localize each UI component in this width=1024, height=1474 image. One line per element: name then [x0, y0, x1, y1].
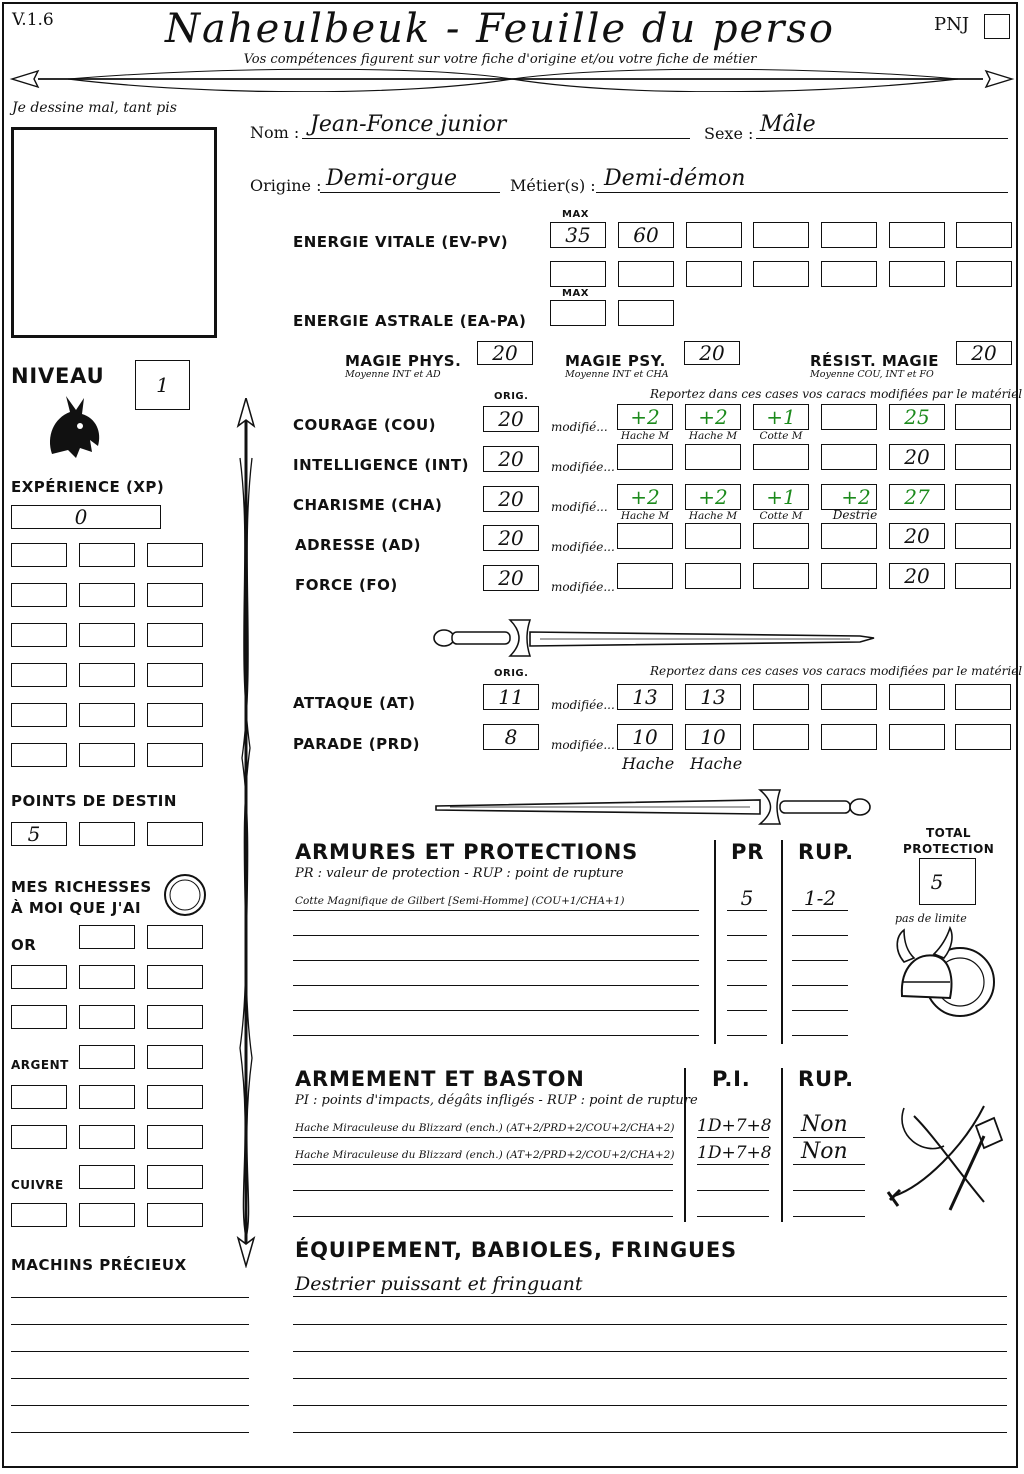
metier-label: Métier(s) : — [510, 176, 596, 195]
combat-mod-box[interactable] — [753, 684, 809, 710]
ev-box[interactable] — [889, 222, 945, 248]
charisme-mod-3: +1 — [766, 485, 796, 509]
courage-modifie: modifié... — [551, 420, 608, 434]
wealth-box[interactable] — [147, 1125, 203, 1149]
armor-divider-1 — [714, 840, 716, 1044]
resist-magie-label: RÉSIST. MAGIE — [810, 352, 940, 370]
armor-name-line[interactable] — [293, 985, 699, 986]
attaque-label: ATTAQUE (AT) — [293, 694, 416, 712]
armor-name-line[interactable] — [293, 960, 699, 961]
equipment-line[interactable] — [293, 1432, 1007, 1433]
ev-box[interactable] — [550, 261, 606, 287]
weapon-row-2-name: Hache Miraculeuse du Blizzard (ench.) (AT+2/PRD+2/COU+2/CHA+2) — [295, 1149, 675, 1161]
equipment-line[interactable] — [293, 1405, 1007, 1406]
armor-pr-line[interactable] — [727, 1010, 767, 1011]
richesses-label-2: À MOI QUE J'AI — [11, 899, 142, 917]
xp-box[interactable] — [79, 743, 135, 767]
attaque-value-2: 13 — [700, 685, 726, 709]
armor-rup-header: RUP. — [798, 840, 854, 864]
courage-mod-note-2: Hache M — [688, 430, 738, 442]
ev-box[interactable] — [618, 261, 674, 287]
sexe-label: Sexe : — [704, 124, 754, 143]
richesses-label-1: MES RICHESSES — [11, 878, 152, 896]
equipment-title: ÉQUIPEMENT, BABIOLES, FRINGUES — [295, 1238, 737, 1262]
carac-mod-box[interactable] — [821, 404, 877, 430]
parade-orig-value: 8 — [504, 725, 518, 749]
intelligence-final: 20 — [904, 445, 930, 469]
courage-mod-1: +2 — [630, 405, 660, 429]
armor-pr-header: PR — [731, 840, 765, 864]
courage-label: COURAGE (COU) — [293, 416, 437, 434]
wealth-box[interactable] — [11, 1005, 67, 1029]
magie-psy-sub: Moyenne INT et CHA — [565, 369, 669, 380]
intelligence-label: INTELLIGENCE (INT) — [293, 456, 469, 474]
helmet-shield-icon — [888, 926, 1000, 1038]
charisme-mod-note-2: Hache M — [688, 510, 738, 522]
wealth-box[interactable] — [11, 965, 67, 989]
equipment-line-1: Destrier puissant et fringuant — [295, 1273, 583, 1295]
weapons-divider-1 — [684, 1068, 686, 1222]
xp-box[interactable] — [147, 583, 203, 607]
spear-vertical — [226, 398, 266, 1268]
charisme-mod-note-3: Cotte M — [759, 510, 803, 522]
page-subtitle: Vos compétences figurent sur votre fiche d'origine et/ou votre fiche de métier — [243, 52, 757, 67]
attaque-modifiee: modifiée... — [551, 698, 615, 712]
intelligence-modifie: modifiée... — [551, 460, 615, 474]
precious-line[interactable] — [11, 1297, 249, 1298]
armor-title: ARMURES ET PROTECTIONS — [295, 840, 639, 864]
armor-pr-line[interactable] — [727, 960, 767, 961]
machins-precieux-label: MACHINS PRÉCIEUX — [11, 1256, 187, 1274]
adresse-label: ADRESSE (AD) — [295, 536, 422, 554]
wealth-box[interactable] — [147, 925, 203, 949]
caracs-report-note: Reportez dans ces cases vos caracs modifiées par le matériel — [650, 387, 1023, 401]
resist-magie-value: 20 — [971, 341, 997, 365]
xp-box[interactable] — [79, 703, 135, 727]
coin-icon — [162, 872, 208, 918]
ea-label: ENERGIE ASTRALE (EA-PA) — [293, 312, 527, 330]
pnj-label: PNJ — [934, 14, 970, 35]
niveau-value: 1 — [156, 373, 169, 397]
weapon-row-1-pi: 1D+7+8 — [697, 1116, 772, 1136]
parade-value-2: 10 — [700, 725, 726, 749]
combat-orig-label: ORIG. — [494, 668, 529, 679]
xp-box[interactable] — [11, 623, 67, 647]
combat-mod-box[interactable] — [753, 724, 809, 750]
ev-label: ENERGIE VITALE (EV-PV) — [293, 233, 509, 251]
weapon-rup-line[interactable] — [793, 1216, 865, 1217]
xp-box[interactable] — [147, 703, 203, 727]
carac-mod-box[interactable] — [617, 563, 673, 589]
carac-mod-box[interactable] — [753, 523, 809, 549]
wealth-box[interactable] — [79, 1203, 135, 1227]
carac-mod-box[interactable] — [685, 523, 741, 549]
equipment-line[interactable] — [293, 1324, 1007, 1325]
pnj-checkbox[interactable] — [984, 14, 1010, 39]
charisme-final: 27 — [904, 485, 930, 509]
weapons-divider-2 — [781, 1068, 783, 1222]
precious-line[interactable] — [11, 1351, 249, 1352]
weapons-title: ARMEMENT ET BASTON — [295, 1067, 585, 1091]
armor-pr-line[interactable] — [727, 985, 767, 986]
weapon-row-2-pi: 1D+7+8 — [697, 1143, 772, 1163]
ea-max-label: MAX — [562, 288, 589, 299]
carac-mod-box[interactable] — [685, 444, 741, 470]
carac-mod-box[interactable] — [955, 563, 1011, 589]
wealth-box[interactable] — [79, 965, 135, 989]
carac-mod-box[interactable] — [617, 523, 673, 549]
parade-label: PARADE (PRD) — [293, 735, 421, 753]
charisme-label: CHARISME (CHA) — [293, 496, 443, 514]
xp-label: EXPÉRIENCE (XP) — [11, 478, 165, 496]
precious-line[interactable] — [11, 1378, 249, 1379]
weapon-rup-line[interactable] — [793, 1164, 865, 1165]
charisme-mod-note-1: Hache M — [620, 510, 670, 522]
weapon-pi-line[interactable] — [697, 1216, 769, 1217]
wealth-box[interactable] — [11, 1125, 67, 1149]
destin-label: POINTS DE DESTIN — [11, 792, 177, 810]
total-protection-value: 5 — [930, 869, 944, 894]
weapon-name-line[interactable] — [293, 1216, 673, 1217]
wealth-box[interactable] — [147, 1203, 203, 1227]
carac-mod-box[interactable] — [821, 444, 877, 470]
carac-mod-box[interactable] — [617, 444, 673, 470]
combat-report-note: Reportez dans ces cases vos caracs modifiées par le matériel — [650, 664, 1023, 678]
armor-name-line[interactable] — [293, 910, 699, 911]
courage-mod-2: +2 — [698, 405, 728, 429]
armor-subtitle: PR : valeur de protection - RUP : point de rupture — [295, 866, 624, 881]
wealth-box[interactable] — [79, 1005, 135, 1029]
pas-de-limite: pas de limite — [895, 912, 967, 925]
armor-divider-2 — [781, 840, 783, 1044]
wealth-box[interactable] — [147, 1165, 203, 1189]
magie-phys-sub: Moyenne INT et AD — [345, 369, 441, 380]
armor-name-line[interactable] — [293, 1035, 699, 1036]
armor-pr-line[interactable] — [727, 935, 767, 936]
xp-box[interactable] — [147, 623, 203, 647]
weapons-subtitle: PI : points d'impacts, dégâts infligés - RUP : point de rupture — [295, 1093, 698, 1108]
armor-pr-line[interactable] — [727, 1035, 767, 1036]
weapon-pi-line[interactable] — [697, 1137, 769, 1138]
equipment-line[interactable] — [293, 1351, 1007, 1352]
attaque-orig-value: 11 — [498, 685, 524, 709]
nom-value: Jean-Fonce junior — [310, 112, 507, 137]
wealth-box[interactable] — [11, 1203, 67, 1227]
weapon-name-line[interactable] — [293, 1190, 673, 1191]
wealth-box[interactable] — [147, 1085, 203, 1109]
courage-mod-note-3: Cotte M — [759, 430, 803, 442]
metier-value: Demi-démon — [604, 166, 746, 191]
weapon-rup-line[interactable] — [793, 1137, 865, 1138]
courage-final: 25 — [904, 405, 930, 429]
ea-max-box[interactable] — [550, 300, 606, 326]
magie-psy-value: 20 — [699, 341, 725, 365]
spear-divider-top — [8, 66, 1016, 92]
nom-label: Nom : — [250, 123, 300, 142]
destin-box-3[interactable] — [147, 822, 203, 846]
armor-rup-line[interactable] — [792, 1035, 848, 1036]
charisme-mod-1: +2 — [630, 485, 660, 509]
crossed-weapons-icon — [884, 1096, 1008, 1218]
version-label: V.1.6 — [12, 10, 54, 30]
intelligence-orig-value: 20 — [498, 447, 524, 471]
weapon-row-1-rup: Non — [801, 1112, 848, 1137]
magie-psy-label: MAGIE PSY. — [565, 352, 666, 370]
wealth-box[interactable] — [79, 1085, 135, 1109]
wealth-box[interactable] — [147, 965, 203, 989]
sword-bottom — [430, 784, 876, 830]
xp-box[interactable] — [11, 663, 67, 687]
carac-mod-box[interactable] — [753, 444, 809, 470]
armor-rup-line[interactable] — [792, 985, 848, 986]
weapon-row-2-rup: Non — [801, 1139, 848, 1164]
wealth-box[interactable] — [79, 1165, 135, 1189]
courage-mod-note-1: Hache M — [620, 430, 670, 442]
ev-max-label: MAX — [562, 209, 589, 220]
xp-box[interactable] — [79, 543, 135, 567]
xp-box[interactable] — [147, 663, 203, 687]
xp-box[interactable] — [79, 663, 135, 687]
force-final: 20 — [904, 564, 930, 588]
carac-mod-box[interactable] — [753, 563, 809, 589]
combat-mod-box[interactable] — [889, 684, 945, 710]
portrait-box[interactable] — [11, 127, 217, 338]
xp-box[interactable] — [147, 743, 203, 767]
origine-label: Origine : — [250, 176, 322, 195]
sword-top — [430, 612, 876, 662]
force-orig-value: 20 — [498, 566, 524, 590]
caracs-orig-label: ORIG. — [494, 391, 529, 402]
combat-mod-box[interactable] — [955, 684, 1011, 710]
xp-box[interactable] — [147, 543, 203, 567]
weapon-row-1-name: Hache Miraculeuse du Blizzard (ench.) (AT+2/PRD+2/COU+2/CHA+2) — [295, 1122, 675, 1134]
niveau-label: NIVEAU — [11, 364, 105, 388]
adresse-modifie: modifiée... — [551, 540, 615, 554]
origine-value: Demi-orgue — [326, 166, 458, 191]
ev-max-value: 35 — [565, 223, 591, 247]
xp-box[interactable] — [11, 743, 67, 767]
precious-line[interactable] — [11, 1324, 249, 1325]
armor-name-line[interactable] — [293, 1010, 699, 1011]
cuivre-label: CUIVRE — [11, 1178, 64, 1192]
armor-row-1-rup: 1-2 — [803, 886, 837, 910]
weapons-rup-header: RUP. — [798, 1067, 854, 1091]
charisme-mod-4: +2 — [841, 485, 871, 509]
armor-rup-line[interactable] — [792, 960, 848, 961]
argent-label: ARGENT — [11, 1058, 69, 1072]
ev-box[interactable] — [821, 222, 877, 248]
adresse-orig-value: 20 — [498, 526, 524, 550]
xp-value: 0 — [74, 505, 88, 529]
dragon-head-icon — [40, 392, 106, 464]
sexe-value: Mâle — [760, 112, 816, 137]
armor-row-1-pr: 5 — [740, 886, 754, 910]
ev-box[interactable] — [956, 261, 1012, 287]
precious-line[interactable] — [11, 1405, 249, 1406]
carac-mod-box[interactable] — [955, 444, 1011, 470]
combat-mod-box[interactable] — [821, 684, 877, 710]
force-label: FORCE (FO) — [295, 576, 398, 594]
armor-rup-line[interactable] — [792, 910, 848, 911]
wealth-box[interactable] — [11, 1085, 67, 1109]
force-modifie: modifiée... — [551, 580, 615, 594]
carac-mod-box[interactable] — [955, 484, 1011, 510]
wealth-box[interactable] — [79, 925, 135, 949]
charisme-modifie: modifié... — [551, 500, 608, 514]
parade-modifiee: modifiée... — [551, 738, 615, 752]
or-label: OR — [11, 936, 37, 954]
ev-box[interactable] — [821, 261, 877, 287]
weapon-note-2: Hache — [690, 754, 743, 773]
combat-mod-box[interactable] — [821, 724, 877, 750]
combat-mod-box[interactable] — [889, 724, 945, 750]
equipment-line[interactable] — [293, 1296, 1007, 1297]
armor-rup-line[interactable] — [792, 935, 848, 936]
carac-mod-box[interactable] — [685, 563, 741, 589]
total-protection-label-2: PROTECTION — [903, 842, 995, 856]
page-title: Naheulbeuk - Feuille du perso — [165, 6, 835, 52]
xp-box[interactable] — [11, 703, 67, 727]
weapon-name-line[interactable] — [293, 1137, 673, 1138]
carac-mod-box[interactable] — [821, 523, 877, 549]
weapons-pi-header: P.I. — [712, 1067, 751, 1091]
wealth-box[interactable] — [147, 1045, 203, 1069]
armor-row-1-name: Cotte Magnifique de Gilbert [Semi-Homme] (COU+1/CHA+1) — [295, 895, 625, 907]
resist-magie-sub: Moyenne COU, INT et FO — [810, 369, 934, 380]
armor-rup-line[interactable] — [792, 1010, 848, 1011]
carac-mod-box[interactable] — [955, 404, 1011, 430]
adresse-final: 20 — [904, 524, 930, 548]
total-protection-label-1: TOTAL — [926, 826, 972, 840]
charisme-orig-value: 20 — [498, 487, 524, 511]
weapon-pi-line[interactable] — [697, 1164, 769, 1165]
equipment-line[interactable] — [293, 1378, 1007, 1379]
charisme-mod-2: +2 — [698, 485, 728, 509]
destin-value: 5 — [27, 822, 41, 846]
combat-mod-box[interactable] — [955, 724, 1011, 750]
carac-mod-box[interactable] — [821, 563, 877, 589]
ev-box[interactable] — [889, 261, 945, 287]
destin-box-2[interactable] — [79, 822, 135, 846]
wealth-box[interactable] — [79, 1045, 135, 1069]
xp-box[interactable] — [79, 623, 135, 647]
wealth-box[interactable] — [79, 1125, 135, 1149]
courage-orig-value: 20 — [498, 407, 524, 431]
attaque-value-1: 13 — [632, 685, 658, 709]
magie-phys-value: 20 — [492, 341, 518, 365]
precious-line[interactable] — [11, 1432, 249, 1433]
weapon-note-1: Hache — [622, 754, 675, 773]
armor-name-line[interactable] — [293, 935, 699, 936]
weapon-rup-line[interactable] — [793, 1190, 865, 1191]
charisme-mod-note-4: Destrie — [832, 508, 878, 522]
ev-box[interactable] — [956, 222, 1012, 248]
magie-phys-label: MAGIE PHYS. — [345, 352, 462, 370]
ev-current-value: 60 — [633, 223, 659, 247]
xp-box[interactable] — [11, 543, 67, 567]
armor-pr-line[interactable] — [727, 910, 767, 911]
carac-mod-box[interactable] — [955, 523, 1011, 549]
wealth-box[interactable] — [147, 1005, 203, 1029]
ev-box[interactable] — [686, 222, 742, 248]
xp-box[interactable] — [11, 583, 67, 607]
parade-value-1: 10 — [632, 725, 658, 749]
ev-box[interactable] — [686, 261, 742, 287]
ev-box[interactable] — [753, 261, 809, 287]
xp-box[interactable] — [79, 583, 135, 607]
ev-box[interactable] — [753, 222, 809, 248]
courage-mod-3: +1 — [766, 405, 796, 429]
ea-current-box[interactable] — [618, 300, 674, 326]
weapon-name-line[interactable] — [293, 1164, 673, 1165]
weapon-pi-line[interactable] — [697, 1190, 769, 1191]
portrait-caption: Je dessine mal, tant pis — [12, 100, 177, 116]
